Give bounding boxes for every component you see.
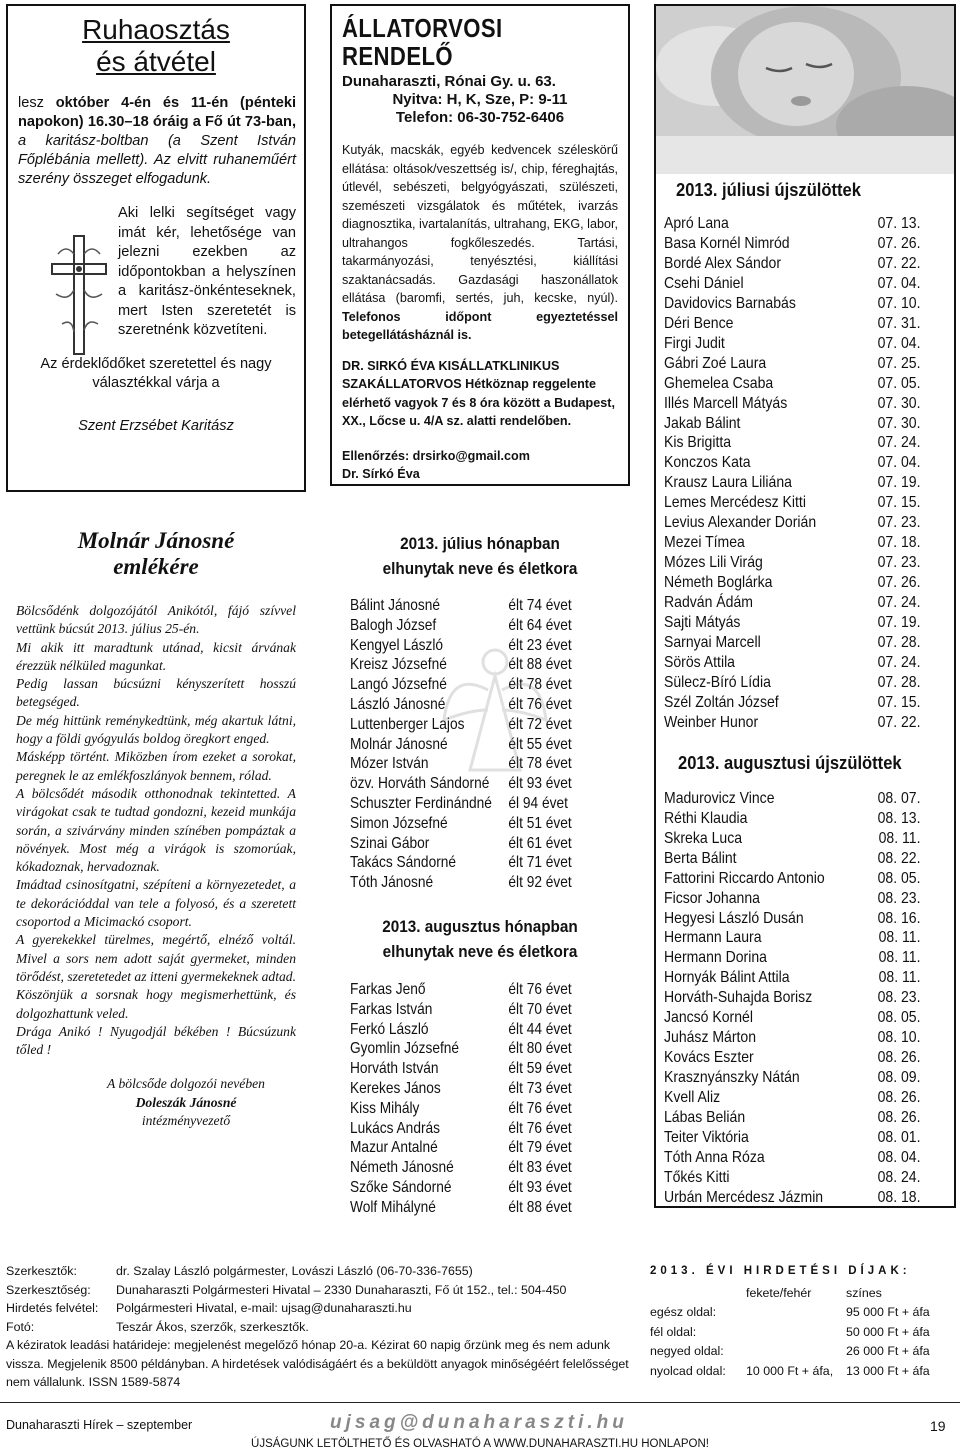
birth-row: Skreka Luca 08. 11. <box>664 829 921 847</box>
birth-row: Hegyesi László Dusán 08. 16. <box>664 909 921 927</box>
clothing-signature: Szent Erzsébet Karitász <box>78 417 234 434</box>
birth-row: Basa Kornél Nimród 07. 26. <box>664 234 921 252</box>
birth-row: Radván Ádám 07. 24. <box>664 594 921 612</box>
angel-watermark-icon <box>440 640 550 790</box>
death-row: Horváth István élt 59 évet <box>350 1060 572 1078</box>
death-row: Farkas István élt 70 évet <box>350 1000 572 1018</box>
birth-row: Lábas Belián 08. 26. <box>664 1109 921 1127</box>
birth-row: Tóth Anna Róza 08. 04. <box>664 1148 921 1166</box>
death-row: Kiss Mihály élt 76 évet <box>350 1099 572 1117</box>
birth-row: Weinber Hunor 07. 22. <box>664 713 921 731</box>
birth-row: Urbán Mercédesz Jázmin 08. 18. <box>664 1188 921 1206</box>
imprint-row: Szerkesztőség: Dunaharaszti Polgármesteri Hivatal – 2330 Dunaharaszti, Fő út 152., tel.: 504-450 <box>6 1282 567 1297</box>
footer-issue: Dunaharaszti Hírek – szeptember <box>6 1418 193 1432</box>
birth-row: Firgi Judit 07. 04. <box>664 334 921 352</box>
death-row: özv. Horváth Sándorné élt 93 évet <box>350 775 572 793</box>
imprint-row: Szerkesztők: dr. Szalay László polgármester, Lovászi László (06-70-336-7655) <box>6 1264 473 1278</box>
baby-photo <box>656 6 954 174</box>
memorial-paragraph: A bölcsődét második otthonodnak tekintetted. A virágokat csak te tudtad gondozni, kezeid munkája során, a szivárvány minden színében pompáztak a növények. Most még a virágok is szomorúak, kókadoznak, hervadoznak. <box>16 785 296 875</box>
death-row: Schuszter Ferdinándné él 94 évet <box>350 794 568 812</box>
birth-row: Sörös Attila 07. 24. <box>664 653 921 671</box>
memorial-paragraph: Imádtad csinosítgatni, szépíteni a környezetedet, a te dekorációddal van tele a folyosó, és a szeretett csoportod a Micimackó csoport. <box>16 877 296 930</box>
birth-row: Bordé Alex Sándor 07. 22. <box>664 254 921 272</box>
clothing-box <box>6 4 306 492</box>
death-row: Szinai Gábor élt 61 évet <box>350 834 572 852</box>
births-july-list <box>664 214 921 733</box>
vet-box <box>330 4 630 486</box>
fees-col-bw: fekete/fehér <box>746 1285 812 1300</box>
memorial-paragraph: De még hittünk reménykedtünk, még akartuk látni, hogy a földi gyógyulás boldog öregkort enged. <box>16 712 296 747</box>
birth-row: Juhász Márton 08. 10. <box>664 1029 921 1047</box>
birth-row: Ficsor Johanna 08. 23. <box>664 889 921 907</box>
footer-email: ujsag@dunaharaszti.hu <box>330 1412 628 1433</box>
vet-services: Kutyák, macskák, egyéb kedvencek széleskörű ellátása: oltások/veszettség is/, chip, féreghajtás, útlevél, sebészeti, belgyógyászati, szülészeti, szemészeti vizsgálatok és műtétek, ivarzás diagnosztika, ivartalanítás, ultrahang, EKG, labor, ultrahangos fogkőleszedés. Tartási, takarmányozási, tenyésztési, kiállítási szaktanácsadás. Gazdasági haszonállatok ellátása (baromfi, sertés, juh, kecske, nyúl). Telefonos időpont egyeztetéssel betegellátásháznál is. <box>342 143 618 342</box>
birth-row: Kvell Aliz 08. 26. <box>664 1089 921 1107</box>
birth-row: Szél Zoltán József 07. 15. <box>664 693 921 711</box>
memorial-title: Molnár Jánosné emlékére <box>77 528 235 579</box>
birth-row: Sülecz-Bíró Lídia 07. 28. <box>664 673 921 691</box>
death-row: Gyomlin Józsefné élt 80 évet <box>350 1040 572 1058</box>
death-row: Ferkó László élt 44 évet <box>350 1020 572 1038</box>
fees-title: 2013. ÉVI HIRDETÉSI DÍJAK: <box>650 1265 911 1277</box>
births-aug-list <box>664 789 921 1208</box>
memorial-paragraph: Másképp történt. Miközben írom ezeket a sorokat, peregnek le az emlékfoszlányok bennem, rólad. <box>16 749 296 783</box>
vet-hours: Nyitva: H, K, Sze, P: 9-11 <box>392 91 568 108</box>
footer-website-note: ÚJSÁGUNK LETÖLTHETŐ ÉS OLVASHATÓ A WWW.DUNAHARASZTI.HU HONLAPON! <box>251 1438 709 1450</box>
vet-clinic: DR. SIRKÓ ÉVA KISÁLLATKLINIKUS SZAKÁLLATORVOS Hétköznap reggelente elérhető vagyok 7 és 8 óra között a Budapest, XX., Lőcse u. 4/A sz. alatti rendelőben. <box>342 358 615 428</box>
birth-row: Berta Bálint 08. 22. <box>664 849 921 867</box>
birth-row: Jakab Bálint 07. 30. <box>664 414 921 432</box>
memorial-box <box>6 512 306 1208</box>
fee-row: egész oldal: 95 000 Ft + áfa <box>650 1305 930 1319</box>
birth-row: Madurovicz Vince 08. 07. <box>664 789 921 807</box>
birth-row: Levius Alexander Dorián 07. 23. <box>664 514 921 532</box>
birth-row: Teiter Viktória 08. 01. <box>664 1128 921 1146</box>
deaths-july-title: 2013. július hónapban elhunytak neve és életkora <box>382 534 578 578</box>
death-row: Kreisz Józsefné élt 88 évet <box>350 656 572 674</box>
death-row: Lukács András élt 76 évet <box>350 1119 572 1137</box>
birth-row: Németh Boglárka 07. 26. <box>664 574 921 592</box>
birth-row: Horváth-Suhajda Borisz 08. 23. <box>664 989 921 1007</box>
imprint-note: A kéziratok leadási határideje: megjelenést megelőző hónap 20-a. Kézirat 60 napig őrzünk meg és nem adunk vissza. Megjelenik 8500 példányban. A hirdetések valódiságáért és a beküldött anyagok minőségéért felelősséget nem vállalunk. ISSN 1589-5874 <box>6 1338 629 1389</box>
vet-address: Dunaharaszti, Rónai Gy. u. 63. <box>342 73 556 90</box>
memorial-paragraph: Pedig lassan búcsúzni kényszerített hosszú betegséged. <box>16 676 296 710</box>
clothing-intro: lesz október 4-én és 11-én (pénteki napokon) 16.30–18 óráig a Fő út 73-ban, a karitász-boltban (a Szent István Főplébánia mellett). Az elvitt ruhaneműért szerény összeget elfogadunk. <box>18 95 296 187</box>
birth-row: Fattorini Riccardo Antonio 08. 05. <box>664 869 921 887</box>
clothing-title: Ruhaosztás és átvétel <box>82 14 230 77</box>
birth-row: Lemes Mercédesz Kitti 07. 15. <box>664 494 921 512</box>
page-number: 19 <box>930 1418 946 1434</box>
vet-contact: Ellenőrzés: drsirko@gmail.com Dr. Sírkó Éva <box>342 448 530 481</box>
death-row: Molnár Jánosné élt 55 évet <box>350 735 572 753</box>
births-july-title: 2013. júliusi újszülöttek <box>676 180 861 200</box>
fee-row: fél oldal: 50 000 Ft + áfa <box>650 1324 930 1339</box>
birth-row: Déri Bence 07. 31. <box>664 314 921 332</box>
death-row: Kengyel László élt 23 évet <box>350 636 572 654</box>
birth-row: Sajti Mátyás 07. 19. <box>664 614 921 632</box>
fee-row: nyolcad oldal: 10 000 Ft + áfa, 13 000 Ft + áfa <box>650 1363 930 1378</box>
birth-row: Tőkés Kitti 08. 24. <box>664 1168 921 1186</box>
memorial-paragraph: Mi akik itt maradtunk utánad, kicsit árvának érezzük nélküled magunkat. <box>16 639 296 673</box>
deaths-aug-title: 2013. augusztus hónapban elhunytak neve és életkora <box>382 917 578 961</box>
memorial-signature: A bölcsőde dolgozói nevében Doleszák Jánosné intézményvezető <box>107 1076 265 1129</box>
imprint <box>6 1262 636 1392</box>
death-row: Tóth Jánosné élt 92 évet <box>350 874 572 892</box>
births-box <box>654 4 956 1208</box>
birth-row: Csehi Dániel 07. 04. <box>664 274 921 292</box>
memorial-paragraph: A gyerekekkel türelmes, megértő, elnéző voltál. Mivel a sors nem adott saját gyermeket, minden törődést, szeretetedet az itteni gyermekeknek adtad. <box>16 932 296 984</box>
births-aug-title: 2013. augusztusi újszülöttek <box>678 752 902 773</box>
birth-row: Sarnyai Marcell 07. 28. <box>664 634 921 652</box>
death-row: Bálint Jánosné élt 74 évet <box>350 597 572 614</box>
clothing-invite: Az érdeklődőket szeretettel és nagy választékkal várja a <box>40 355 272 391</box>
birth-row: Kovács Eszter 08. 26. <box>664 1049 921 1067</box>
memorial-paragraph: Bölcsődénk dolgozójától Anikótól, fájó szívvel vettünk búcsút 2013. július 25-én. <box>16 603 296 637</box>
death-row: Wolf Mihályné élt 88 évet <box>350 1198 572 1216</box>
imprint-row: Fotó: Teszár Ákos, szerzők, szerkesztők. <box>6 1319 309 1334</box>
imprint-row: Hirdetés felvétel: Polgármesteri Hivatal, e-mail: ujsag@dunaharaszti.hu <box>6 1301 412 1315</box>
birth-row: Illés Marcell Mátyás 07. 30. <box>664 394 921 412</box>
cross-icon <box>48 234 110 356</box>
birth-row: Gábri Zoé Laura 07. 25. <box>664 354 921 372</box>
vet-title: ÁLLATORVOSI RENDELŐ <box>342 13 503 71</box>
death-row: Takács Sándorné élt 71 évet <box>350 854 572 872</box>
birth-row: Kis Brigitta 07. 24. <box>664 434 921 452</box>
ad-fees <box>650 1262 950 1381</box>
vet-phone: Telefon: 06-30-752-6406 <box>395 109 565 126</box>
birth-row: Ghemelea Csaba 07. 05. <box>664 374 921 392</box>
death-row: Szőke Sándorné élt 93 évet <box>350 1178 572 1196</box>
death-row: Kerekes János élt 73 évet <box>350 1079 572 1097</box>
death-row: Luttenberger Lajos élt 72 évet <box>350 715 572 733</box>
memorial-paragraph: Köszönjük a sorsnak hogy megismerhettünk, és dolgozhattunk veled. <box>16 987 296 1021</box>
birth-row: Mezei Tímea 07. 18. <box>664 534 921 552</box>
baby-photo-image <box>656 6 954 174</box>
birth-row: Davidovics Barnabás 07. 10. <box>664 294 921 312</box>
death-row: László Jánosné élt 76 évet <box>350 695 572 713</box>
birth-row: Krausz Laura Liliána 07. 19. <box>664 474 921 492</box>
birth-row: Mózes Lili Virág 07. 23. <box>664 554 921 572</box>
birth-row: Apró Lana 07. 13. <box>664 215 921 232</box>
birth-row: Hornyák Bálint Attila 08. 11. <box>664 969 921 987</box>
birth-row: Réthi Klaudia 08. 13. <box>664 809 921 827</box>
death-row: Langó Józsefné élt 78 évet <box>350 676 572 694</box>
clothing-help-text: Aki lelki segítséget vagy imát kér, lehetősége van jelezni ezekben az időpontokban a helyszínen a karitász-önkénteseknek, mert Isten szeretetét is szeretnénk közvetíteni. <box>118 205 296 338</box>
birth-row: Jancsó Kornél 08. 05. <box>664 1009 921 1027</box>
death-row: Mazur Antalné élt 79 évet <box>350 1139 572 1157</box>
birth-row: Hermann Dorina 08. 11. <box>664 949 921 967</box>
death-row: Simon Józsefné élt 51 évet <box>350 814 572 832</box>
birth-row: Hermann Laura 08. 11. <box>664 929 921 947</box>
death-row: Németh Jánosné élt 83 évet <box>350 1159 572 1177</box>
fees-col-color: színes <box>846 1285 882 1300</box>
footer-divider <box>0 1402 960 1403</box>
birth-row: Konczos Kata 07. 04. <box>664 454 921 472</box>
fee-row: negyed oldal: 26 000 Ft + áfa <box>650 1344 930 1358</box>
death-row: Balogh József élt 64 évet <box>350 616 572 634</box>
deaths-aug-list <box>350 980 588 1218</box>
birth-row: Krasznyánszky Nátán 08. 09. <box>664 1069 921 1087</box>
memorial-paragraph: Drága Anikó ! Nyugodjál békében ! Búcsúzunk tőled ! <box>16 1023 296 1058</box>
memorial-text <box>16 602 296 1059</box>
death-row: Farkas Jenő élt 76 évet <box>350 981 572 998</box>
death-row: Mózer István élt 78 évet <box>350 755 572 773</box>
